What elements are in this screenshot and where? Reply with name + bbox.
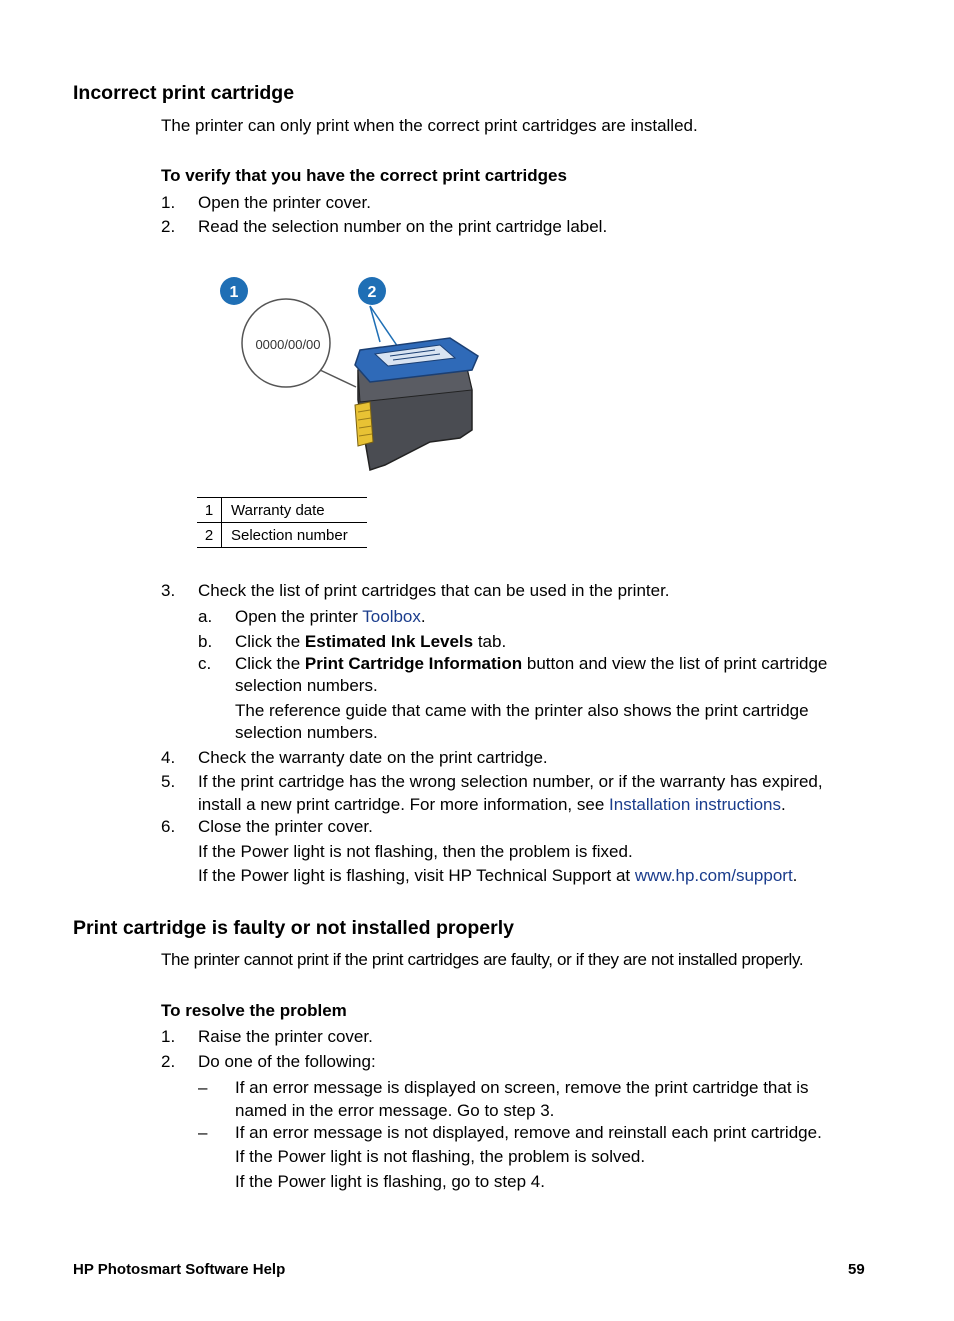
substep-text: button and view the list of print cartridge	[522, 654, 828, 673]
step-text: Check the list of print cartridges that can be used in the printer.	[198, 581, 670, 600]
warranty-date-label: 0000/00/00	[255, 337, 321, 352]
table-row	[197, 498, 367, 523]
section-intro: The printer can only print when the correct print cartridges are installed.	[161, 116, 698, 135]
substep-letter: a.	[198, 607, 213, 626]
cartridge-illustration	[210, 270, 500, 480]
step-number: 2.	[161, 217, 176, 236]
step-text: Raise the printer cover.	[198, 1027, 373, 1046]
step-text-part: install a new print cartridge. For more information, see	[198, 795, 610, 814]
step-number: 4.	[161, 748, 176, 767]
step-text-part: .	[792, 866, 798, 885]
step-text-part: .	[781, 795, 786, 814]
legend-number: 2	[197, 523, 222, 548]
step-text-part: If the Power light is flashing, visit HP Technical Support at	[198, 866, 635, 885]
step-number: 3.	[161, 581, 176, 600]
substep-text: Click the	[235, 654, 305, 673]
substep-text: selection numbers.	[235, 676, 378, 695]
step-text: Do one of the following:	[198, 1052, 376, 1071]
toolbox-link[interactable]: Toolbox	[362, 607, 421, 626]
step-number: 1.	[161, 1027, 176, 1046]
step-number: 5.	[161, 772, 176, 791]
substep-text: Open the printer	[235, 607, 363, 626]
substep-c	[235, 654, 827, 674]
bullet-text: If the Power light is flashing, go to step 4.	[235, 1172, 545, 1191]
ui-term: Estimated Ink Levels	[304, 632, 474, 651]
legend-number: 1	[197, 498, 222, 523]
legend-label: Selection number	[222, 523, 368, 548]
legend-label: Warranty date	[222, 498, 368, 523]
figure-legend-table	[197, 497, 367, 548]
section-intro: The printer cannot print if the print cartridges are faulty, or if they are not installed properly.	[161, 950, 804, 969]
procedure-title: To resolve the problem	[161, 1001, 347, 1020]
substep-letter: c.	[198, 654, 212, 673]
substep-b	[235, 632, 506, 652]
step-text	[198, 795, 786, 815]
step-text: Open the printer cover.	[198, 193, 371, 212]
bullet-dash: –	[198, 1123, 208, 1142]
procedure-title: To verify that you have the correct print cartridges	[161, 166, 567, 185]
step-text: Close the printer cover.	[198, 817, 373, 836]
bullet-dash: –	[198, 1078, 208, 1097]
section-title-faulty-cartridge: Print cartridge is faulty or not installed properly	[73, 917, 514, 939]
table-row	[197, 523, 367, 548]
installation-instructions-link[interactable]: Installation instructions	[609, 795, 781, 814]
substep-text: Click the	[235, 632, 305, 651]
bullet-text: named in the error message. Go to step 3.	[235, 1101, 555, 1120]
ui-term: Print Cartridge Information	[304, 654, 523, 673]
step-number: 6.	[161, 817, 176, 836]
bullet-text: If an error message is not displayed, remove and reinstall each print cartridge.	[235, 1123, 822, 1142]
step-text: Check the warranty date on the print cartridge.	[198, 748, 548, 767]
step-text: If the print cartridge has the wrong selection number, or if the warranty has expired,	[198, 772, 823, 791]
step-text: Read the selection number on the print cartridge label.	[198, 217, 608, 236]
step-note: If the Power light is not flashing, then the problem is fixed.	[198, 842, 633, 861]
footer-title: HP Photosmart Software Help	[73, 1261, 286, 1278]
substep-note: selection numbers.	[235, 723, 378, 742]
substep-text: .	[420, 607, 426, 626]
page-number: 59	[848, 1261, 865, 1278]
section-title-incorrect-cartridge: Incorrect print cartridge	[73, 82, 295, 104]
substep-text: tab.	[473, 632, 507, 651]
substep-note: The reference guide that came with the printer also shows the print cartridge	[235, 701, 809, 720]
bullet-text: If the Power light is not flashing, the problem is solved.	[235, 1147, 646, 1166]
substep-a	[235, 607, 426, 627]
step-number: 1.	[161, 193, 176, 212]
substep-letter: b.	[198, 632, 213, 651]
bullet-text: If an error message is displayed on screen, remove the print cartridge that is	[235, 1078, 809, 1097]
step-note	[198, 866, 797, 886]
step-number: 2.	[161, 1052, 176, 1071]
hp-support-link[interactable]: www.hp.com/support	[634, 866, 793, 885]
callout-2: 2	[367, 284, 377, 301]
callout-1: 1	[229, 284, 239, 301]
